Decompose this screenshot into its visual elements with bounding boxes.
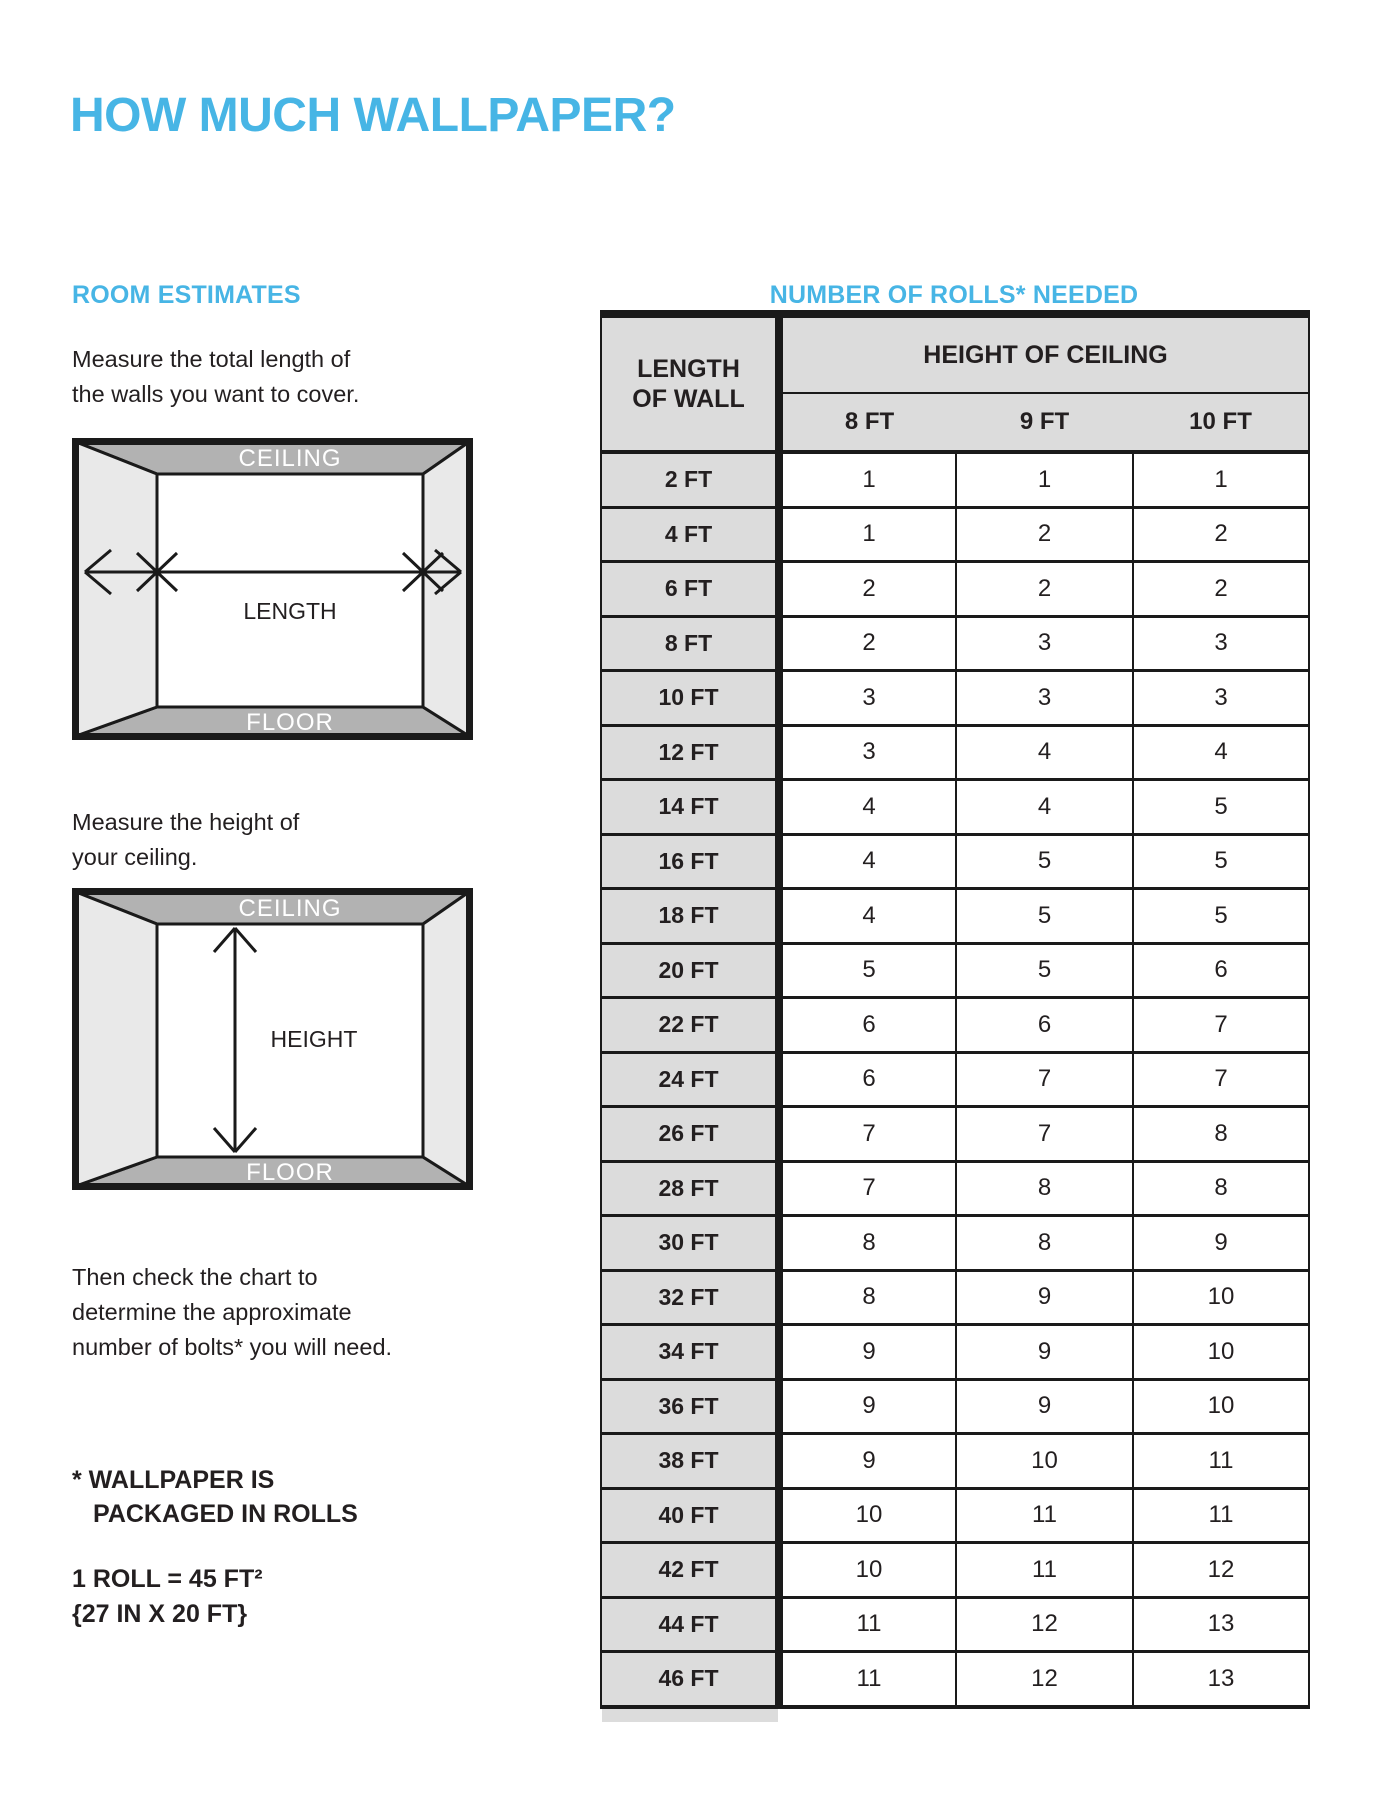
- rolls-value-cell: 11: [956, 1488, 1133, 1543]
- wall-length-cell: 16 FT: [601, 834, 779, 889]
- table-bottom-tab: [602, 1709, 778, 1722]
- rolls-value-cell: 4: [1133, 725, 1309, 780]
- rolls-value-cell: 4: [779, 889, 956, 944]
- instruction-line: determine the approximate: [72, 1298, 352, 1325]
- roll-size-info: [72, 1562, 263, 1632]
- table-row: [601, 1107, 1309, 1162]
- roll-size-line: 1 ROLL = 45 FT²: [72, 1565, 263, 1593]
- rolls-value-cell: 9: [779, 1434, 956, 1489]
- ceiling-label: CEILING: [238, 445, 342, 472]
- table-row: [601, 616, 1309, 671]
- wall-length-cell: 10 FT: [601, 671, 779, 726]
- rolls-value-cell: 8: [779, 1270, 956, 1325]
- rolls-value-cell: 4: [779, 780, 956, 835]
- rolls-value-cell: 8: [1133, 1107, 1309, 1162]
- table-row: [601, 889, 1309, 944]
- rolls-value-cell: 10: [779, 1488, 956, 1543]
- rolls-value-cell: 7: [1133, 998, 1309, 1053]
- wall-length-cell: 34 FT: [601, 1325, 779, 1380]
- wall-length-cell: 36 FT: [601, 1379, 779, 1434]
- table-row: [601, 452, 1309, 507]
- rolls-value-cell: 10: [1133, 1325, 1309, 1380]
- rolls-value-cell: 2: [956, 507, 1133, 562]
- rolls-value-cell: 1: [1133, 452, 1309, 507]
- measure-height-instruction: [72, 805, 299, 875]
- wall-length-cell: 40 FT: [601, 1488, 779, 1543]
- rolls-table-container: [600, 310, 1308, 1722]
- room-length-diagram: [72, 438, 473, 740]
- rolls-value-cell: 13: [1133, 1597, 1309, 1652]
- rolls-value-cell: 3: [779, 671, 956, 726]
- rolls-value-cell: 9: [956, 1270, 1133, 1325]
- rolls-value-cell: 7: [1133, 1052, 1309, 1107]
- rolls-value-cell: 8: [779, 1216, 956, 1271]
- rolls-value-cell: 9: [1133, 1216, 1309, 1271]
- rolls-value-cell: 11: [779, 1652, 956, 1707]
- height-of-ceiling-header: HEIGHT OF CEILING: [779, 314, 1309, 393]
- rolls-value-cell: 5: [1133, 889, 1309, 944]
- rolls-value-cell: 5: [956, 834, 1133, 889]
- rolls-value-cell: 1: [779, 507, 956, 562]
- header-line: LENGTH: [637, 355, 740, 383]
- wall-length-cell: 24 FT: [601, 1052, 779, 1107]
- table-row: [601, 998, 1309, 1053]
- rolls-value-cell: 6: [956, 998, 1133, 1053]
- rolls-value-cell: 12: [1133, 1543, 1309, 1598]
- table-row: [601, 1161, 1309, 1216]
- floor-label: FLOOR: [246, 1159, 334, 1186]
- wall-length-cell: 8 FT: [601, 616, 779, 671]
- table-row: [601, 671, 1309, 726]
- instruction-line: the walls you want to cover.: [72, 380, 360, 407]
- table-row: [601, 1325, 1309, 1380]
- wall-length-cell: 42 FT: [601, 1543, 779, 1598]
- rolls-value-cell: 4: [779, 834, 956, 889]
- rolls-value-cell: 6: [1133, 943, 1309, 998]
- rolls-value-cell: 1: [779, 452, 956, 507]
- wall-length-cell: 32 FT: [601, 1270, 779, 1325]
- table-row: [601, 1434, 1309, 1489]
- roll-size-line: {27 IN X 20 FT}: [72, 1600, 248, 1628]
- rolls-value-cell: 3: [956, 616, 1133, 671]
- room-estimates-heading: ROOM ESTIMATES: [72, 280, 301, 309]
- rolls-value-cell: 10: [779, 1543, 956, 1598]
- table-row: [601, 1652, 1309, 1707]
- table-row: [601, 780, 1309, 835]
- left-wall-panel: [76, 892, 157, 1186]
- room-height-diagram: [72, 888, 473, 1190]
- rolls-table: [600, 310, 1310, 1709]
- page-title: HOW MUCH WALLPAPER?: [70, 89, 676, 143]
- header-line: OF WALL: [632, 385, 745, 413]
- instruction-line: Measure the total length of: [72, 345, 351, 372]
- rolls-value-cell: 2: [956, 562, 1133, 617]
- wall-length-cell: 28 FT: [601, 1161, 779, 1216]
- rolls-value-cell: 10: [1133, 1379, 1309, 1434]
- rolls-value-cell: 7: [956, 1107, 1133, 1162]
- rolls-value-cell: 5: [956, 889, 1133, 944]
- rolls-needed-heading: NUMBER OF ROLLS* NEEDED: [769, 280, 1139, 309]
- rolls-value-cell: 11: [779, 1597, 956, 1652]
- column-header-8ft: 8 FT: [779, 393, 956, 452]
- rolls-value-cell: 3: [779, 725, 956, 780]
- rolls-value-cell: 6: [779, 998, 956, 1053]
- rolls-footnote: [72, 1463, 358, 1531]
- rolls-value-cell: 5: [956, 943, 1133, 998]
- wall-length-cell: 6 FT: [601, 562, 779, 617]
- rolls-value-cell: 4: [956, 780, 1133, 835]
- length-of-wall-header: [601, 314, 779, 452]
- table-row: [601, 1488, 1309, 1543]
- wall-length-cell: 26 FT: [601, 1107, 779, 1162]
- table-row: [601, 1379, 1309, 1434]
- rolls-value-cell: 9: [956, 1325, 1133, 1380]
- table-row: [601, 725, 1309, 780]
- wall-length-cell: 22 FT: [601, 998, 779, 1053]
- table-row: [601, 834, 1309, 889]
- footnote-line: * WALLPAPER IS: [72, 1466, 275, 1494]
- wall-length-cell: 18 FT: [601, 889, 779, 944]
- table-row: [601, 507, 1309, 562]
- wall-length-cell: 4 FT: [601, 507, 779, 562]
- table-row: [601, 562, 1309, 617]
- rolls-value-cell: 10: [956, 1434, 1133, 1489]
- rolls-value-cell: 13: [1133, 1652, 1309, 1707]
- length-label: LENGTH: [243, 598, 337, 624]
- instruction-line: your ceiling.: [72, 843, 198, 870]
- rolls-value-cell: 10: [1133, 1270, 1309, 1325]
- table-row: [601, 1597, 1309, 1652]
- rolls-value-cell: 12: [956, 1652, 1133, 1707]
- wall-length-cell: 44 FT: [601, 1597, 779, 1652]
- ceiling-label: CEILING: [238, 895, 342, 922]
- rolls-value-cell: 1: [956, 452, 1133, 507]
- rolls-value-cell: 4: [956, 725, 1133, 780]
- rolls-value-cell: 11: [1133, 1434, 1309, 1489]
- measure-length-instruction: [72, 342, 359, 412]
- rolls-value-cell: 9: [779, 1325, 956, 1380]
- wall-length-cell: 46 FT: [601, 1652, 779, 1707]
- back-wall-panel: [157, 474, 423, 707]
- rolls-value-cell: 2: [1133, 507, 1309, 562]
- rolls-value-cell: 12: [956, 1597, 1133, 1652]
- rolls-value-cell: 5: [1133, 780, 1309, 835]
- rolls-table-body: [601, 452, 1309, 1707]
- right-wall-panel: [423, 892, 469, 1186]
- left-wall-panel: [76, 442, 157, 736]
- rolls-value-cell: 9: [956, 1379, 1133, 1434]
- rolls-value-cell: 5: [1133, 834, 1309, 889]
- rolls-value-cell: 7: [779, 1107, 956, 1162]
- rolls-value-cell: 11: [956, 1543, 1133, 1598]
- rolls-value-cell: 5: [779, 943, 956, 998]
- rolls-value-cell: 3: [956, 671, 1133, 726]
- table-row: [601, 1216, 1309, 1271]
- table-row: [601, 1052, 1309, 1107]
- rolls-value-cell: 7: [779, 1161, 956, 1216]
- footnote-line: PACKAGED IN ROLLS: [93, 1500, 358, 1528]
- table-row: [601, 1543, 1309, 1598]
- rolls-value-cell: 3: [1133, 616, 1309, 671]
- instruction-line: Then check the chart to: [72, 1263, 318, 1290]
- wall-length-cell: 20 FT: [601, 943, 779, 998]
- wall-length-cell: 30 FT: [601, 1216, 779, 1271]
- wall-length-cell: 12 FT: [601, 725, 779, 780]
- rolls-value-cell: 8: [1133, 1161, 1309, 1216]
- column-header-9ft: 9 FT: [956, 393, 1133, 452]
- check-chart-instruction: [72, 1260, 392, 1365]
- rolls-value-cell: 6: [779, 1052, 956, 1107]
- rolls-value-cell: 9: [779, 1379, 956, 1434]
- table-row: [601, 1270, 1309, 1325]
- wall-length-cell: 38 FT: [601, 1434, 779, 1489]
- rolls-value-cell: 11: [1133, 1488, 1309, 1543]
- rolls-value-cell: 3: [1133, 671, 1309, 726]
- instruction-line: number of bolts* you will need.: [72, 1333, 393, 1360]
- height-label: HEIGHT: [270, 1026, 358, 1052]
- floor-label: FLOOR: [246, 709, 334, 736]
- table-row: [601, 943, 1309, 998]
- rolls-value-cell: 8: [956, 1161, 1133, 1216]
- instruction-line: Measure the height of: [72, 808, 300, 835]
- rolls-value-cell: 8: [956, 1216, 1133, 1271]
- rolls-value-cell: 2: [1133, 562, 1309, 617]
- column-header-10ft: 10 FT: [1133, 393, 1309, 452]
- rolls-value-cell: 2: [779, 562, 956, 617]
- right-wall-panel: [423, 442, 469, 736]
- rolls-value-cell: 2: [779, 616, 956, 671]
- wall-length-cell: 14 FT: [601, 780, 779, 835]
- wall-length-cell: 2 FT: [601, 452, 779, 507]
- rolls-value-cell: 7: [956, 1052, 1133, 1107]
